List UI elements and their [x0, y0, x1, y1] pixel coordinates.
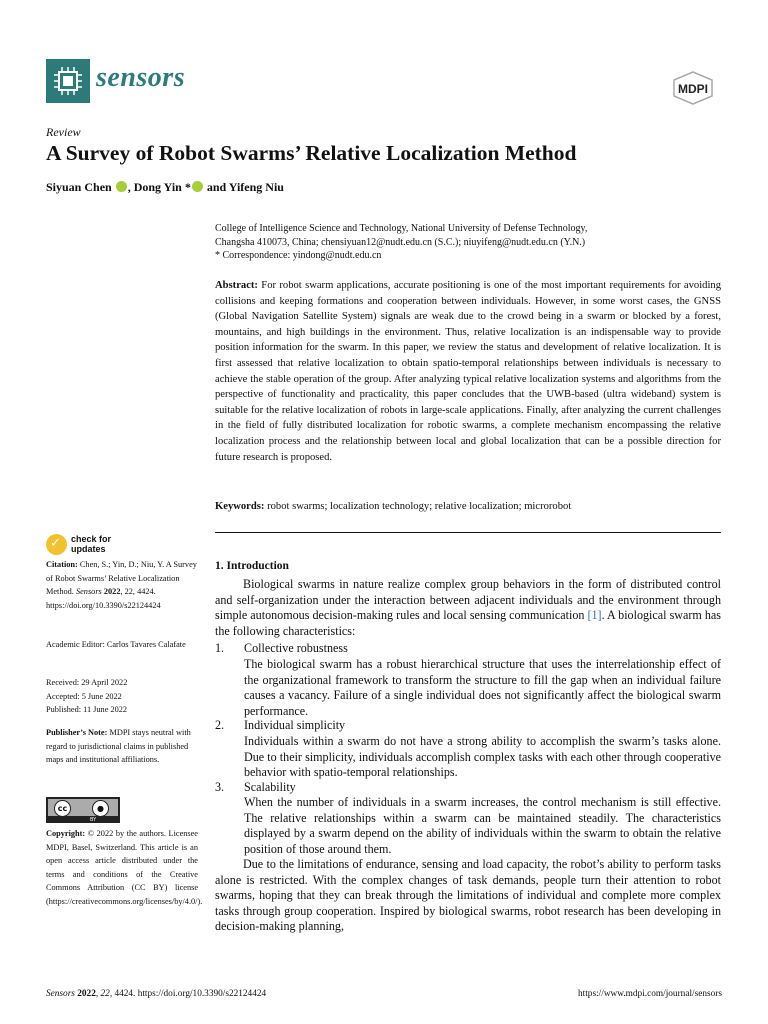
citation-text: Chen, S.; Yin, D.; Niu, Y. A Survey of Robot Swarms’ Relative Localization Method. — [46, 560, 197, 596]
affiliation — [215, 222, 735, 263]
footer-citation — [46, 989, 266, 999]
author-separator: and — [203, 180, 229, 194]
author-1[interactable]: Siyuan Chen — [46, 180, 112, 194]
attribution-icon: ● — [92, 800, 109, 817]
publishers-note — [46, 726, 198, 767]
orcid-icon[interactable] — [116, 181, 127, 192]
keywords-text: robot swarms; localization technology; relative localization; microrobot — [264, 501, 572, 512]
correspondence: * Correspondence: yindong@nudt.edu.cn — [215, 250, 382, 261]
affiliation-line: Changsha 410073, China; chensiyuan12@nudt.edu.cn (S.C.); niuyifeng@nudt.edu.cn (Y.N.) — [215, 236, 586, 248]
check-updates-icon: ✓ — [46, 534, 67, 555]
accepted-date: Accepted: 5 June 2022 — [46, 691, 122, 701]
publishers-note-label: Publisher’s Note: — [46, 728, 108, 737]
citation-label: Citation: — [46, 560, 78, 569]
article-title: A Survey of Robot Swarms’ Relative Localization Method — [46, 141, 577, 165]
by-label: BY — [90, 817, 97, 823]
list-item-body: The biological swarm has a robust hierarchical structure that uses the interrelationship effect of the organizational framework to transform the structure to fill the gap when an individual failure causes a vacancy. Failure of a single individual does not significantly affect the biological swarm performance. — [244, 657, 721, 718]
keywords — [215, 499, 721, 514]
abstract — [215, 278, 721, 465]
affiliation-line: College of Intelligence Science and Technology, National University of Defense Technology, — [215, 223, 588, 234]
list-number: 1. — [215, 641, 225, 655]
paragraph-text: . A biological swarm has the following characteristics: — [215, 608, 721, 638]
cc-icon: cc — [54, 800, 71, 817]
publishers-note-text: MDPI stays neutral with regard to jurisdictional claims in published maps and institutional affiliations. — [46, 728, 191, 764]
author-separator: , — [127, 180, 134, 194]
copyright — [46, 827, 203, 908]
citation-link[interactable]: [1] — [587, 608, 602, 622]
footer-doi-link[interactable]: , 4424. https://doi.org/10.3390/s22124424 — [109, 989, 267, 999]
article-type: Review — [46, 125, 81, 139]
list-item-body: When the number of individuals in a swarm increases, the control mechanism is still effective. The relative relationships within a swarm can be maintained steadily. The characteristics displayed by a swarm depend on the ability of individuals within the swarm to obtain the relative position of those around them. — [244, 795, 721, 856]
citation-year: 2022 — [101, 587, 121, 596]
copyright-text: © 2022 by the authors. Licensee MDPI, Basel, Switzerland. This article is an open access article distributed under the terms and conditions of the Creative Commons Attribution (CC BY) license (https://creativecommons.org/licenses/by/4.0/). — [46, 829, 203, 906]
footer-volume: , 22 — [95, 989, 110, 999]
divider — [215, 532, 721, 533]
check-label: check for — [71, 534, 112, 544]
journal-name: sensors — [96, 62, 186, 93]
list-item-body: Individuals within a swarm do not have a strong ability to accomplish the swarm’s tasks alone. Due to their simplicity, individuals accomplish complex tasks with each other through cooperative behavior with spatio-temporal relationships. — [244, 734, 721, 779]
copyright-label: Copyright: — [46, 829, 86, 838]
footer-journal: Sensors — [46, 989, 75, 999]
published-date: Published: 11 June 2022 — [46, 705, 128, 714]
footer-year: 2022 — [74, 989, 96, 999]
author-list — [46, 180, 284, 195]
dates — [46, 676, 198, 717]
abstract-label: Abstract: — [215, 280, 258, 291]
list-item-title: Individual simplicity — [244, 718, 346, 732]
list-number: 3. — [215, 780, 225, 794]
paragraph-text: Biological swarms in nature realize complex group behaviors in the form of distributed control and self-organization under the interaction between adjacent individuals and the environment through simple autonomous decision-making rules and local sensing communication — [215, 577, 721, 622]
academic-editor: Academic Editor: Carlos Tavares Calafate — [46, 640, 186, 649]
author-3[interactable]: Yifeng Niu — [228, 180, 284, 194]
cc-by-license-icon[interactable] — [46, 797, 120, 823]
received-date: Received: 29 April 2022 — [46, 678, 128, 687]
section-heading: 1. Introduction — [215, 560, 289, 572]
publisher-logo — [666, 70, 720, 106]
footer-journal-url[interactable]: https://www.mdpi.com/journal/sensors — [577, 989, 722, 999]
citation-journal: Sensors — [75, 587, 102, 596]
intro-paragraph-1 — [215, 577, 721, 639]
orcid-icon[interactable] — [192, 181, 203, 192]
list-item-title: Collective robustness — [244, 641, 348, 655]
abstract-text: For robot swarm applications, accurate positioning is one of the most important requirements for avoiding collisions and keeping formations and cooperation between individuals. However, in some worst cases, the GNSS (Global Navigation Satellite System) signals are weak due to the crowd being in a swarm or blocked by a forest, mountains, and high buildings in the environment. Thus, relative localization is an indispensable way to provide position information for the swarm. In this paper, we review the status and development of relative localization. It is first assessed that relative localization to obtain spatio-temporal relationships between individuals is necessary to achieve the stable operation of the group. After analyzing typical relative localization systems and algorithms from the perspective of functionality and practicality, this paper concludes that the UWB-based (ultra wideband) system is suitable for the relative localization of robots in large-scale applications. Finally, after analyzing the current challenges in the field of fully distributed localization for robotic swarms, a complete mechanism encompassing the relative localization process and the relationship between local and global localization that can be a possible direction for future research is proposed. — [215, 280, 721, 463]
keywords-label: Keywords: — [215, 501, 265, 512]
list-number: 2. — [215, 718, 225, 732]
corresponding-mark: * — [181, 180, 191, 194]
author-2[interactable]: Dong Yin — [133, 180, 182, 194]
citation — [46, 558, 198, 612]
check-for-updates-button[interactable] — [46, 534, 166, 556]
list-item-title: Scalability — [244, 780, 296, 794]
intro-paragraph-2: Due to the limitations of endurance, sensing and load capacity, the robot’s ability to perform tasks alone is restricted. With the complex changes of task demands, people turn their attention to robot swarms, hoping that they can break through the limitations of individual and complete more complex tasks through group cooperation. Inspired by biological swarms, robot research has been developing in decision-making planning, — [215, 857, 721, 933]
publisher-name: MDPI — [678, 82, 708, 96]
journal-logo-icon — [46, 59, 90, 103]
citation-doi-link[interactable]: , 22, 4424. https://doi.org/10.3390/s22124424 — [46, 587, 161, 610]
check-label: updates — [71, 543, 106, 554]
